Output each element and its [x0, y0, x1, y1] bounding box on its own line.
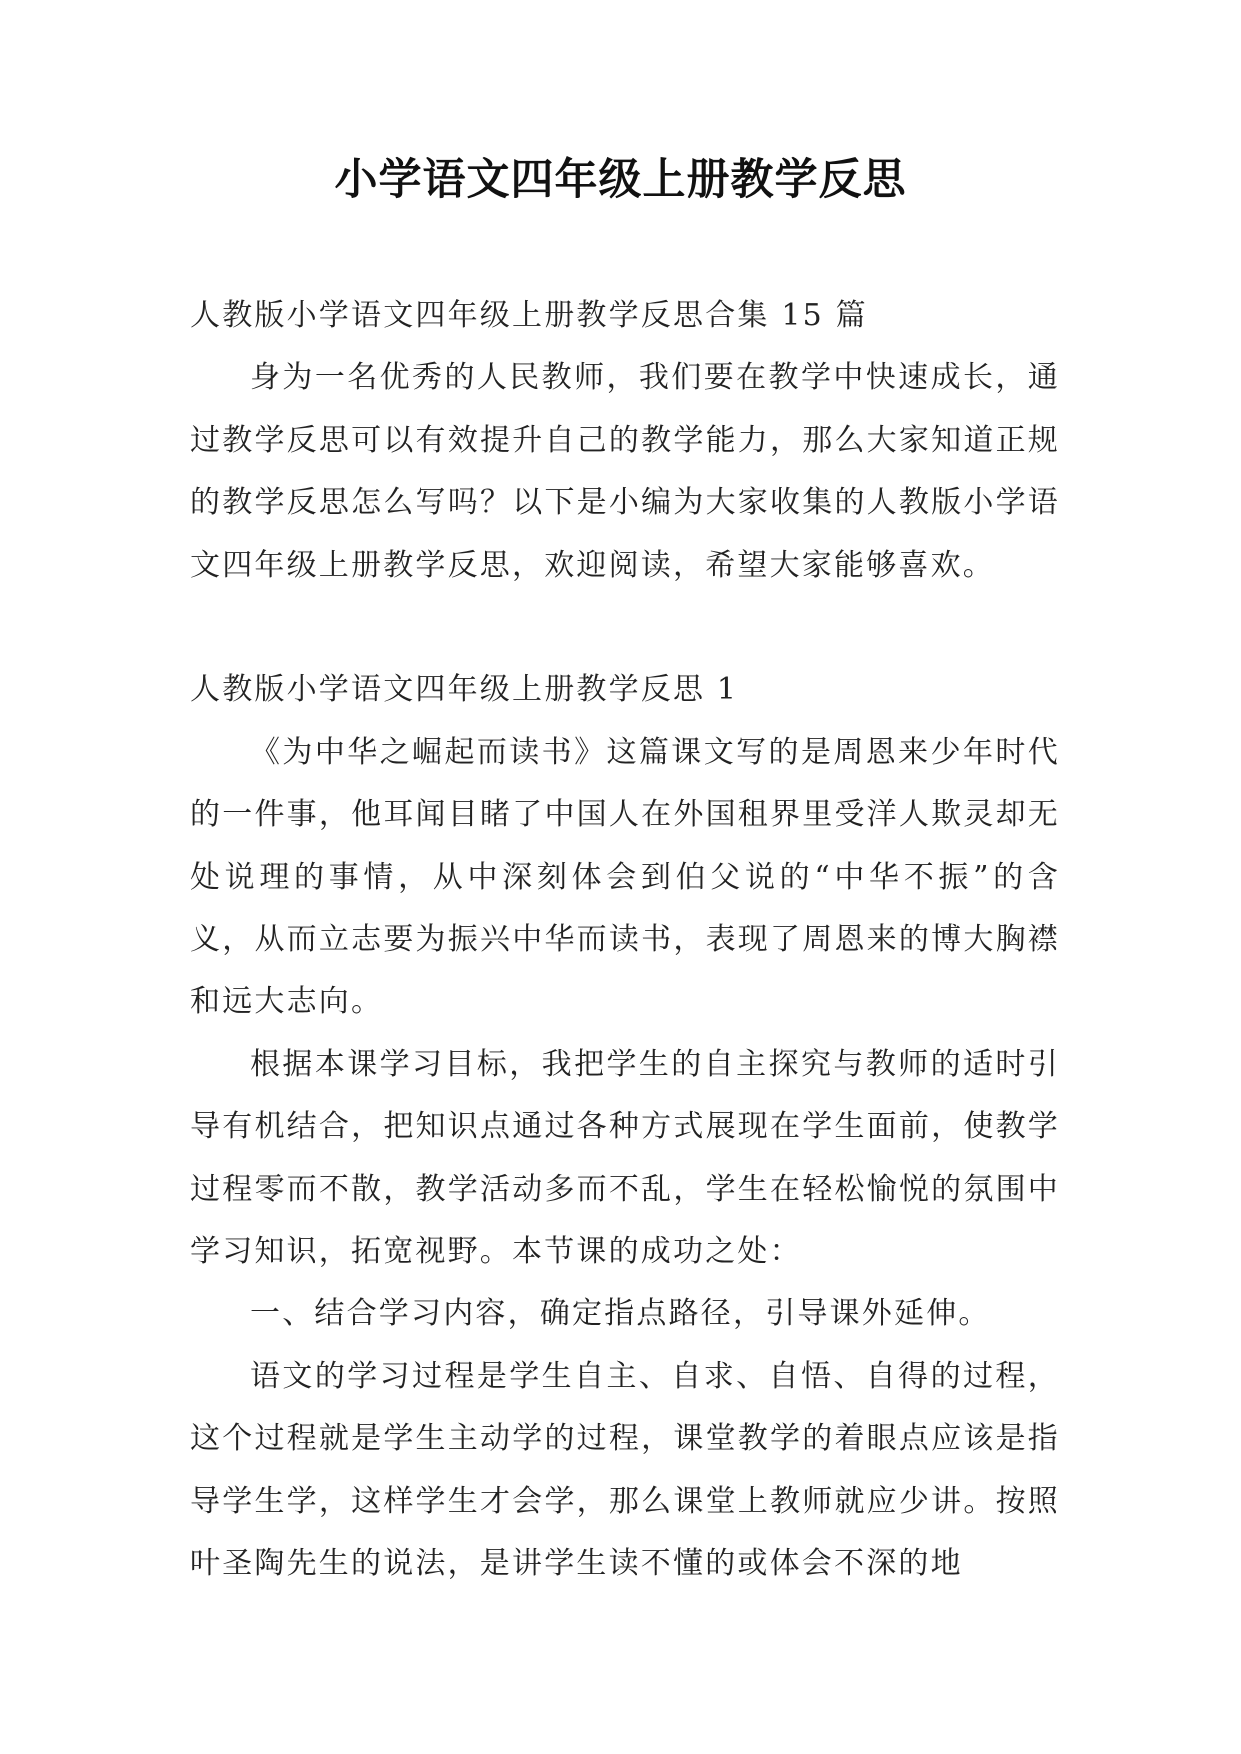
body-paragraph: 语文的学习过程是学生自主、自求、自悟、自得的过程，这个过程就是学生主动学的过程，课堂教学的着眼点应该是指导学生学，这样学生才会学，那么课堂上教师就应少讲。按照叶圣陶先生的说法，是讲学生读不懂的或体会不深的地: [190, 1358, 1060, 1582]
section-heading: 人教版小学语文四年级上册教学反思 1: [190, 672, 739, 708]
body-paragraph: 一、结合学习内容，确定指点路径，引导课外延伸。: [250, 1296, 991, 1332]
collection-heading: 人教版小学语文四年级上册教学反思合集 15 篇: [190, 298, 868, 333]
document-body: [190, 285, 1060, 1596]
document-title: 小学语文四年级上册教学反思: [334, 155, 907, 205]
body-paragraph: 根据本课学习目标，我把学生的自主探究与教师的适时引导有机结合，把知识点通过各种方式展现在学生面前，使教学过程零而不散，教学活动多而不乱，学生在轻松愉悦的氛围中学习知识，拓宽视野。本节课的成功之处：: [190, 1046, 1060, 1270]
blank-line: [190, 597, 1060, 659]
body-paragraph: 《为中华之崛起而读书》这篇课文写的是周恩来少年时代的一件事，他耳闻目睹了中国人在外国租界里受洋人欺灵却无处说理的事情，从中深刻体会到伯父说的“中华不振”的含义，从而立志要为振兴中华而读书，表现了周恩来的博大胸襟和远大志向。: [190, 734, 1060, 1020]
intro-paragraph: 身为一名优秀的人民教师，我们要在教学中快速成长，通过教学反思可以有效提升自己的教学能力，那么大家知道正规的教学反思怎么写吗？以下是小编为大家收集的人教版小学语文四年级上册教学反思，欢迎阅读，希望大家能够喜欢。: [190, 360, 1060, 583]
